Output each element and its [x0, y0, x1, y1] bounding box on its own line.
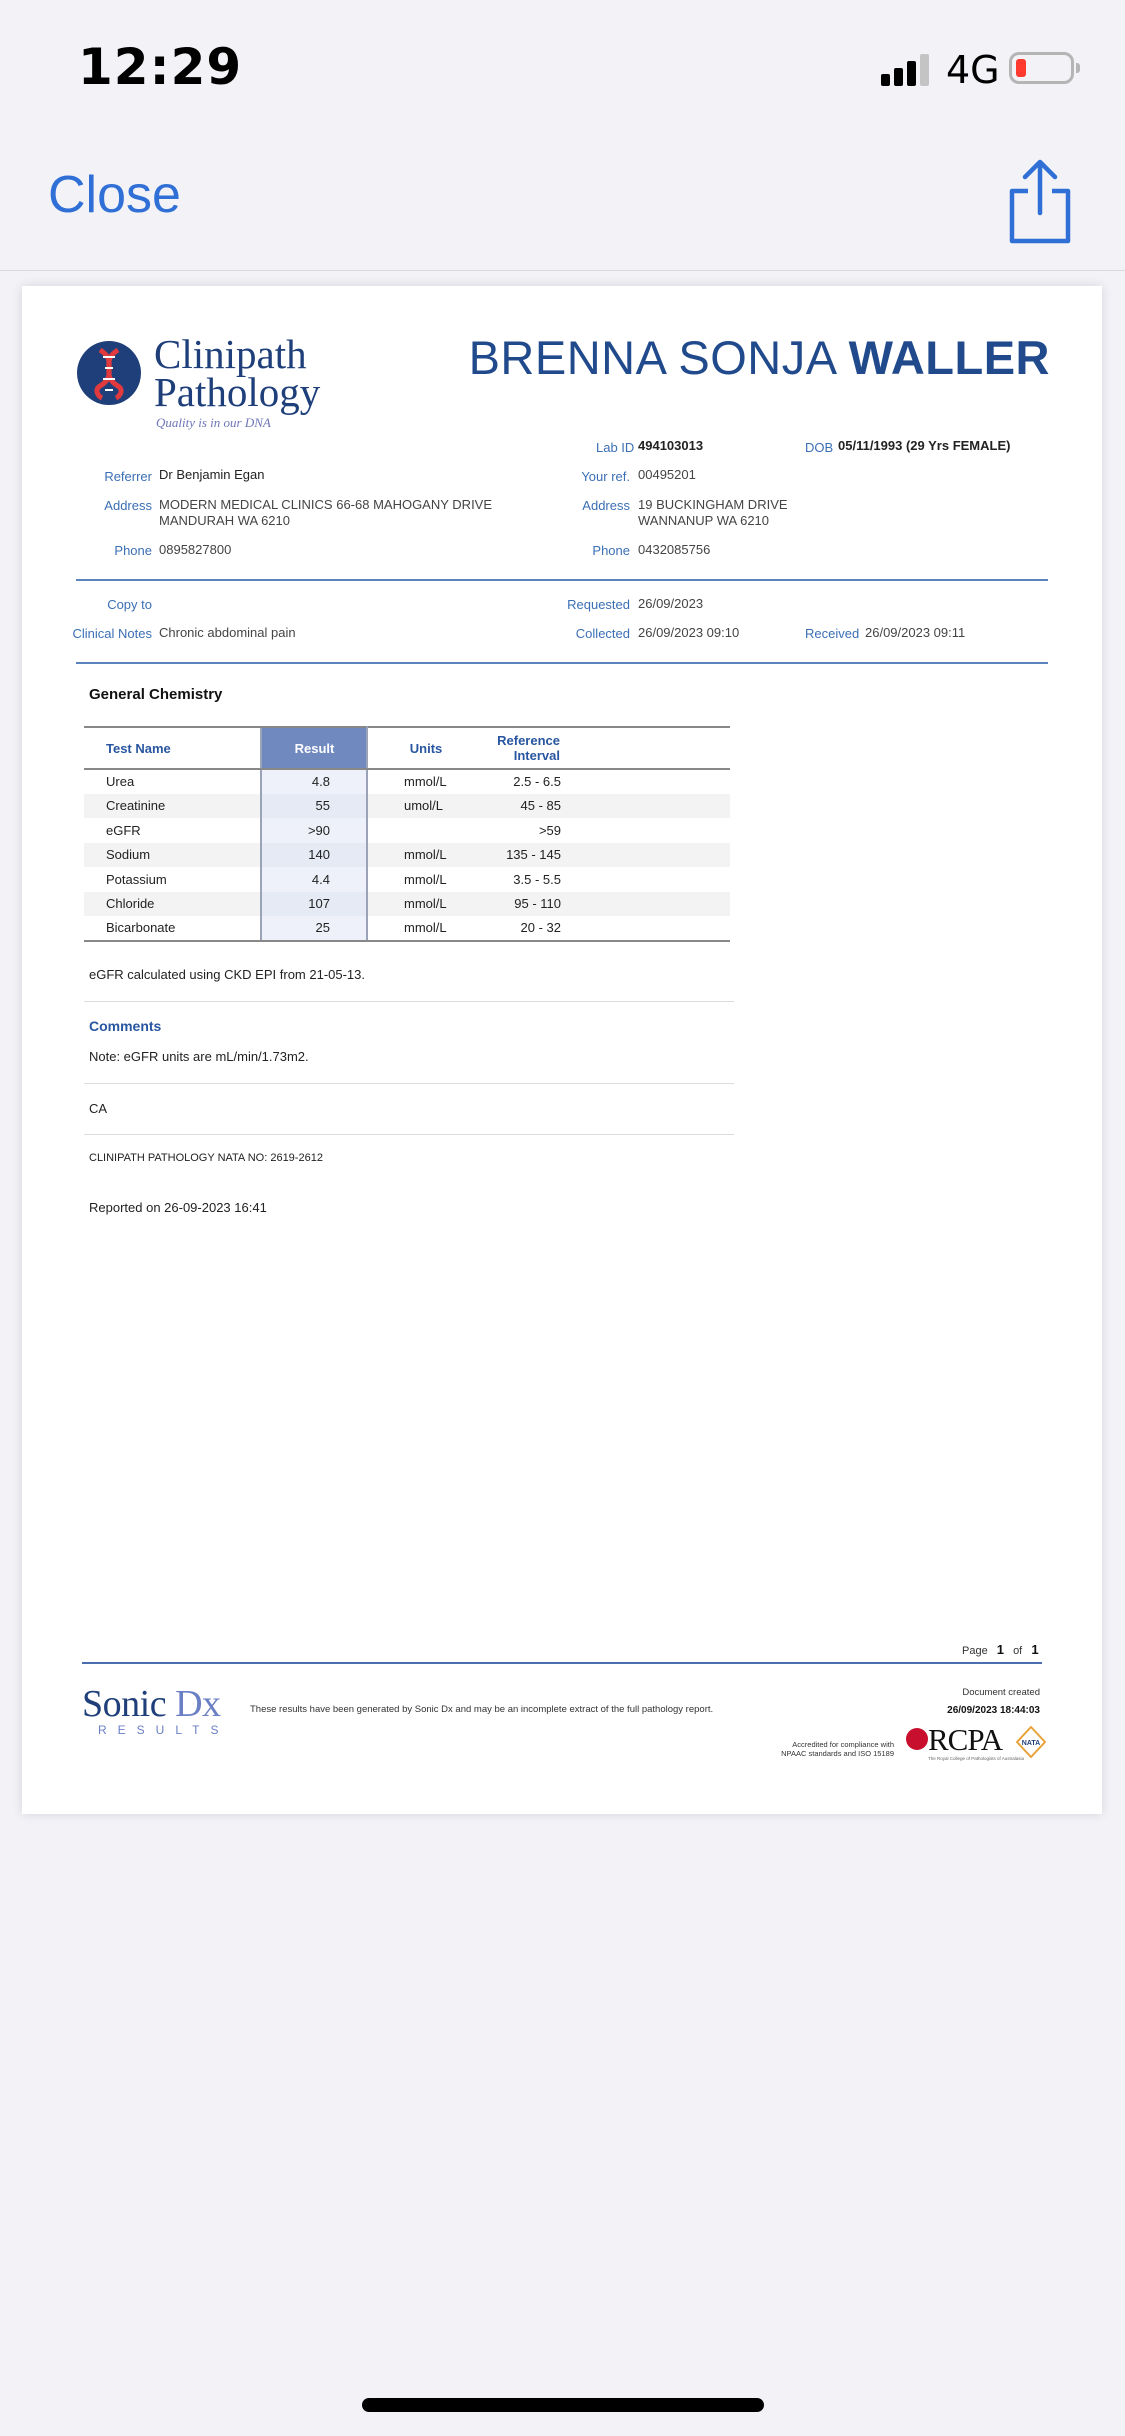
collected-label: Collected — [575, 626, 630, 641]
patient-address-line1: 19 BUCKINGHAM DRIVE — [638, 497, 788, 512]
dob-value: 05/11/1993 (29 Yrs FEMALE) — [838, 438, 1011, 453]
sonic-results-word: RESULTS — [98, 1723, 230, 1737]
sonic-word: Sonic — [82, 1683, 167, 1725]
test-name-cell: eGFR — [106, 822, 141, 838]
received-label: Received — [805, 626, 860, 641]
accreditation-line2: NPAAC standards and ISO 15189 — [781, 1749, 894, 1758]
comments-title: Comments — [89, 1018, 162, 1034]
egfr-note: eGFR calculated using CKD EPI from 21-05-13. — [89, 967, 366, 982]
received-value: 26/09/2023 09:11 — [865, 625, 966, 640]
test-name-cell: Bicarbonate — [84, 916, 261, 941]
network-type: 4G — [946, 48, 1000, 92]
divider — [84, 1134, 734, 1135]
section-title: General Chemistry — [89, 686, 223, 703]
referrer-value: Dr Benjamin Egan — [159, 467, 265, 482]
rcpa-text: RCPA — [928, 1722, 1003, 1757]
dob-label: DOB — [805, 440, 834, 455]
units-cell — [367, 818, 485, 843]
rcpa-logo — [906, 1722, 1025, 1761]
test-name-cell: Sodium — [84, 843, 261, 868]
page-label: Page — [962, 1645, 988, 1657]
copy-to-label: Copy to — [107, 597, 152, 612]
patient-first-names: BRENNA SONJA — [468, 331, 836, 384]
result-cell: 140 — [261, 843, 367, 868]
column-header-reference — [485, 727, 561, 769]
reference-header-line1: Reference — [497, 733, 560, 748]
home-indicator[interactable] — [362, 2398, 764, 2412]
cellular-signal-icon — [881, 52, 933, 86]
units-cell: mmol/L — [404, 871, 447, 887]
comments-note: Note: eGFR units are mL/min/1.73m2. — [89, 1049, 309, 1064]
document-created-value: 26/09/2023 18:44:03 — [947, 1705, 1040, 1716]
reference-header-line2: Interval — [513, 748, 560, 763]
clinical-notes-label: Clinical Notes — [72, 626, 152, 641]
divider — [84, 1001, 734, 1002]
reference-cell: 2.5 - 6.5 — [513, 774, 561, 790]
patient-address-line2: WANNANUP WA 6210 — [638, 513, 770, 528]
units-cell: mmol/L — [367, 916, 485, 941]
column-header-units: Units — [367, 727, 485, 769]
patient-phone-value: 0432085756 — [638, 542, 711, 557]
table-row — [84, 892, 730, 917]
request-divider — [76, 662, 1048, 664]
lab-id-label: Lab ID — [596, 440, 635, 455]
patient-name — [469, 330, 1050, 385]
reference-cell: 45 - 85 — [485, 794, 561, 819]
requested-value: 26/09/2023 — [638, 596, 704, 611]
sonic-dx-word: Dx — [175, 1683, 221, 1725]
header-divider — [76, 579, 1048, 581]
referrer-label: Referrer — [104, 469, 152, 484]
patient-address-label: Address — [582, 498, 630, 513]
nata-logo-text: NATA — [1021, 1740, 1041, 1747]
share-icon[interactable] — [1004, 157, 1076, 245]
reference-cell: 135 - 145 — [485, 843, 561, 868]
reference-cell: 20 - 32 — [485, 916, 561, 941]
table-row — [84, 769, 730, 794]
requested-label: Requested — [567, 597, 630, 612]
units-cell: mmol/L — [367, 892, 485, 917]
units-cell: mmol/L — [367, 843, 485, 868]
test-name-cell: Urea — [106, 774, 135, 790]
table-row — [84, 794, 730, 819]
footer-disclaimer: These results have been generated by Sonic Dx and may be an incomplete extract of the full pathology report. — [250, 1704, 714, 1715]
collected-value: 26/09/2023 09:10 — [638, 625, 740, 640]
patient-surname: WALLER — [848, 331, 1050, 384]
table-row — [84, 867, 730, 892]
test-name-cell: Chloride — [84, 892, 261, 917]
your-ref-label: Your ref. — [581, 469, 630, 484]
pathology-report-page[interactable] — [22, 286, 1102, 1814]
column-header-test-name: Test Name — [84, 727, 261, 769]
rcpa-subtitle: The Royal College of Pathologists of Australasia — [928, 1756, 1025, 1761]
units-cell: umol/L — [367, 794, 485, 819]
referrer-address-line1: MODERN MEDICAL CLINICS 66-68 MAHOGANY DRIVE — [159, 497, 493, 512]
reference-cell: 3.5 - 5.5 — [513, 871, 561, 887]
navigation-bar — [0, 135, 1125, 271]
result-cell: 4.8 — [261, 769, 367, 794]
referrer-address-label: Address — [104, 498, 152, 513]
reported-on: Reported on 26-09-2023 16:41 — [89, 1200, 267, 1215]
sonic-dx-logo — [82, 1682, 221, 1726]
lab-id-value: 494103013 — [638, 438, 704, 453]
footer-divider — [82, 1662, 1042, 1664]
column-header-result: Result — [261, 727, 367, 769]
test-name-cell: Potassium — [106, 871, 167, 887]
page-of: of — [1013, 1645, 1023, 1657]
battery-icon — [1009, 52, 1074, 84]
divider — [84, 1083, 734, 1084]
page-indicator — [962, 1642, 1045, 1657]
result-cell: 4.4 — [261, 867, 367, 892]
table-row — [84, 916, 730, 941]
result-cell: 107 — [261, 892, 367, 917]
accreditation-line1: Accredited for compliance with — [792, 1740, 894, 1749]
reference-cell: >59 — [538, 822, 561, 838]
referrer-phone-value: 0895827800 — [159, 542, 232, 557]
logo-text-pathology: Pathology — [154, 369, 321, 415]
result-cell: >90 — [261, 818, 367, 843]
clinical-notes-value: Chronic abdominal pain — [159, 625, 296, 640]
result-cell: 55 — [261, 794, 367, 819]
logo-text-clinipath: Clinipath — [154, 331, 307, 377]
page-current: 1 — [996, 1642, 1004, 1657]
accreditation-text — [758, 1740, 894, 1758]
rcpa-emblem-icon — [906, 1728, 928, 1750]
results-table — [84, 726, 730, 942]
logo-tagline: Quality is in our DNA — [156, 415, 271, 430]
nata-number: CLINIPATH PATHOLOGY NATA NO: 2619-2612 — [89, 1152, 323, 1164]
table-row — [84, 843, 730, 868]
document-created-label: Document created — [962, 1687, 1040, 1698]
reference-cell: 95 - 110 — [485, 892, 561, 917]
referrer-phone-label: Phone — [114, 543, 152, 558]
table-row — [84, 818, 730, 843]
status-bar — [0, 0, 1125, 135]
units-cell: mmol/L — [404, 774, 447, 790]
close-button[interactable]: Close — [48, 166, 181, 224]
nata-logo-icon — [1016, 1726, 1046, 1758]
column-header-spacer — [561, 727, 730, 769]
status-time: 12:29 — [78, 38, 243, 96]
patient-phone-label: Phone — [592, 543, 630, 558]
ca-text: CA — [89, 1101, 108, 1116]
referrer-address-line2: MANDURAH WA 6210 — [159, 513, 290, 528]
test-name-cell: Creatinine — [84, 794, 261, 819]
result-cell: 25 — [261, 916, 367, 941]
page-total: 1 — [1031, 1642, 1039, 1657]
your-ref-value: 00495201 — [638, 467, 696, 482]
dna-logo-icon — [76, 340, 142, 406]
